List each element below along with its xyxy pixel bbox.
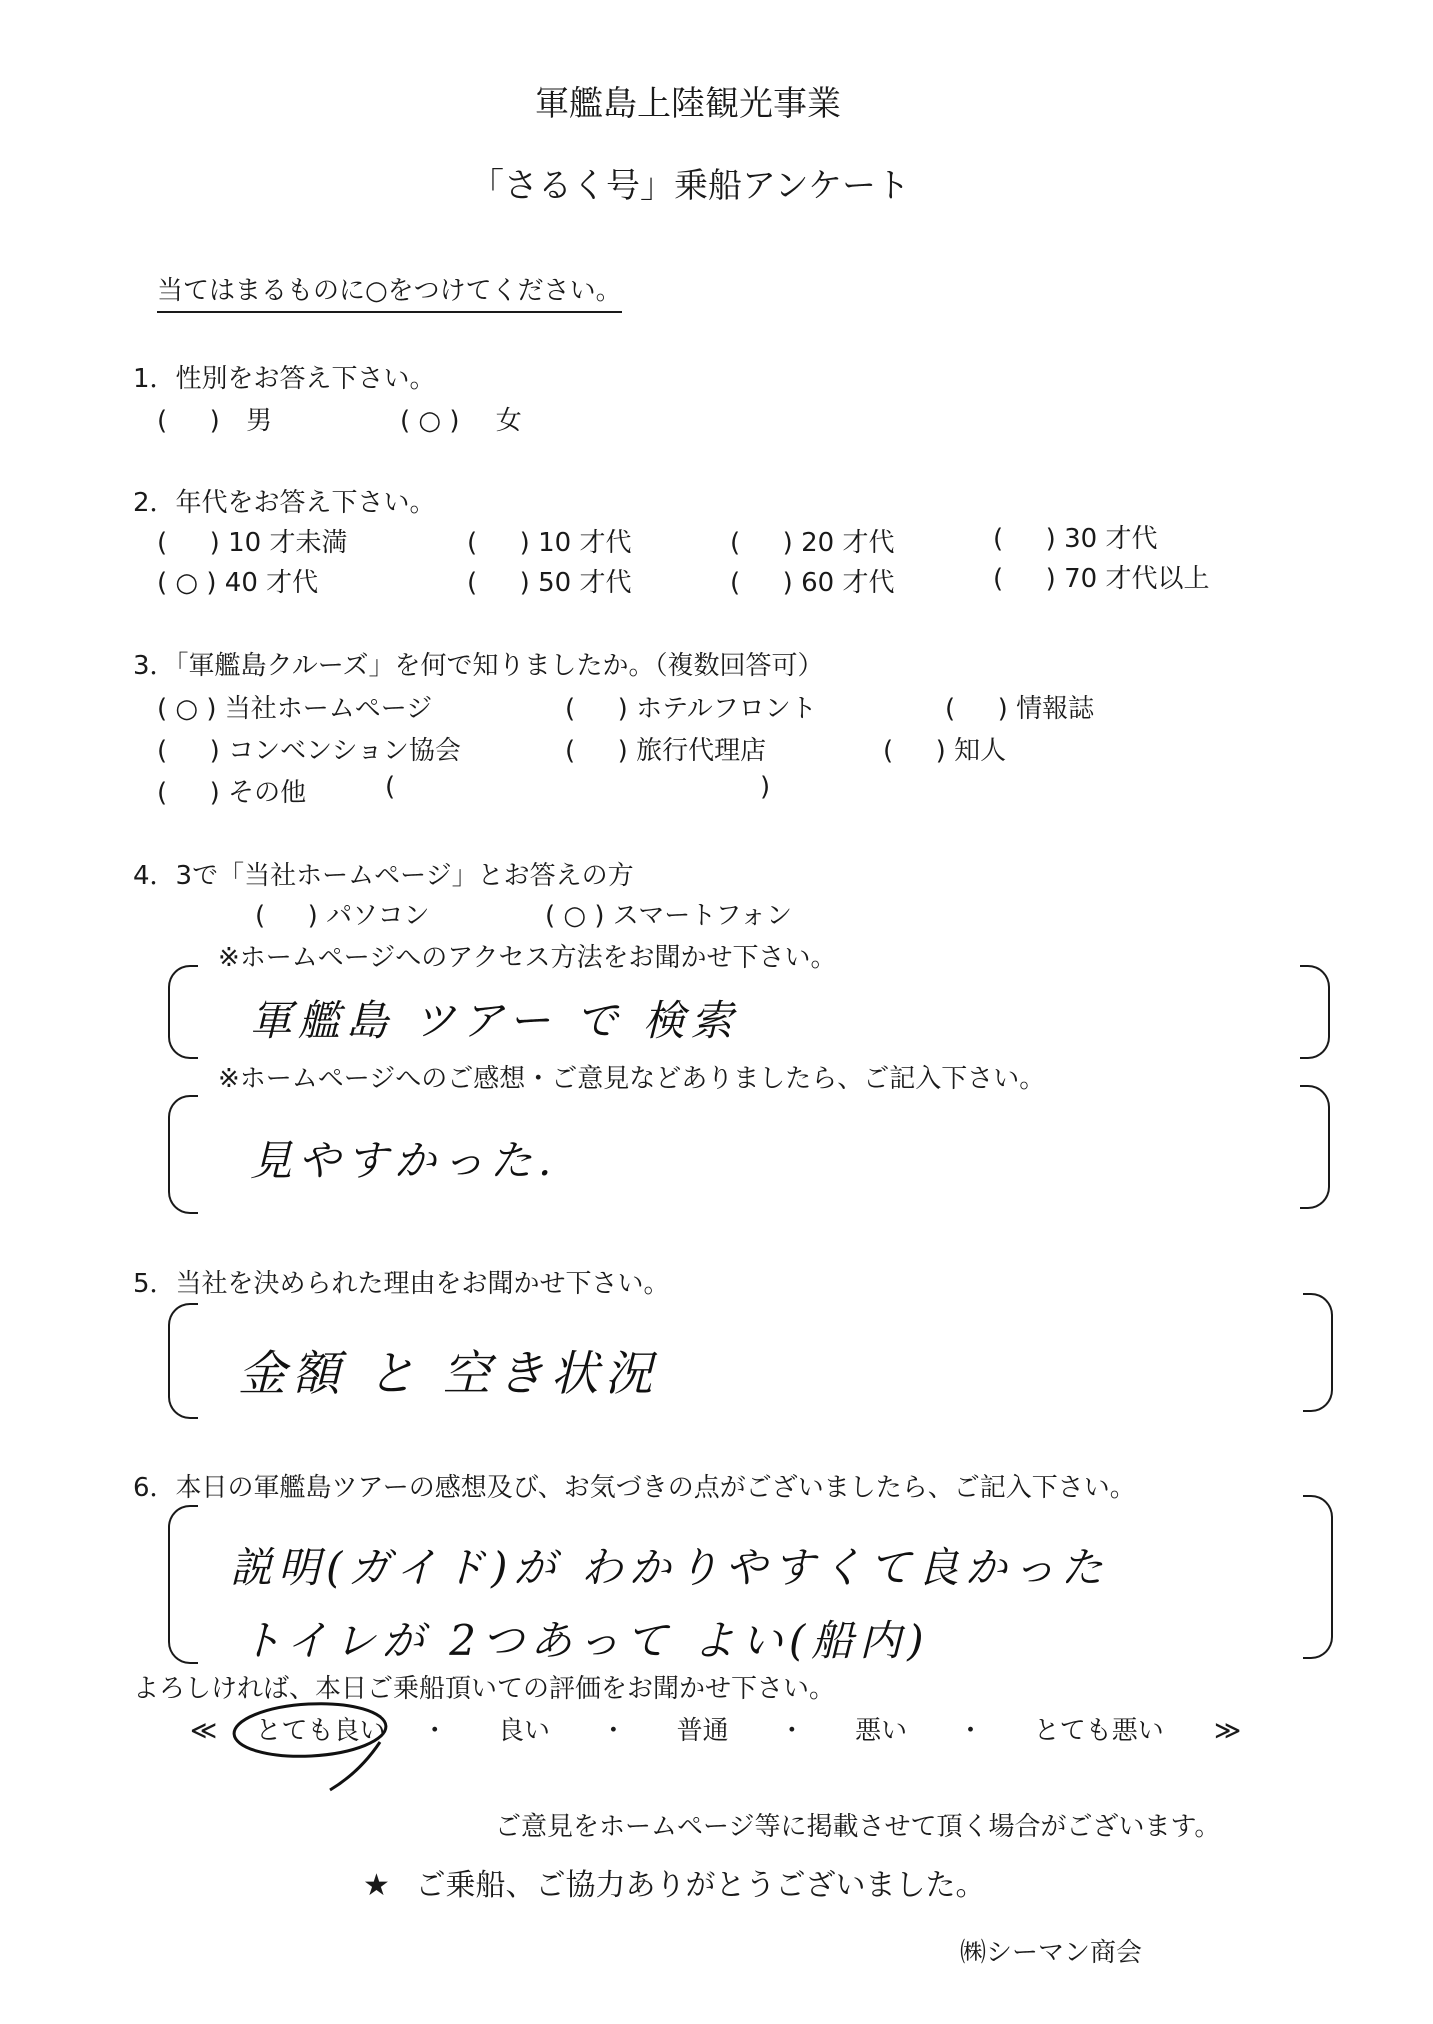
q3-option-acquaintance[interactable] [883, 730, 1006, 767]
q3-homepage-label: 当社ホームページ [224, 694, 433, 724]
q4-smartphone-mark: ( ○ ) [545, 901, 605, 931]
q6-answer-line1[interactable]: 説明(ガイド)が わかりやすくて良かった [230, 1543, 1109, 1592]
q4-answer1-bracket-right [1300, 965, 1330, 1059]
q2-option-10s[interactable] [467, 522, 631, 559]
q2-40s-label: 40 才代 [224, 568, 319, 598]
q2-50s-mark: ( ) [467, 568, 530, 598]
q3-option-magazine[interactable] [945, 688, 1094, 725]
q2-under10-label: 10 才未満 [228, 528, 348, 558]
q2-option-60s[interactable] [730, 562, 894, 599]
q2-option-20s[interactable] [730, 522, 894, 559]
q3-hotel-label: ホテルフロント [636, 694, 817, 724]
q1-option-female-mark: ( ○ ) [400, 406, 460, 436]
q5-answer-bracket-right [1303, 1293, 1333, 1412]
q4-answer2-bracket-left [168, 1095, 198, 1214]
star-icon: ★ [363, 1868, 390, 1903]
q3-convention-label: コンベンション協会 [228, 736, 461, 766]
q3-magazine-label: 情報誌 [1016, 694, 1095, 724]
rating-option-very-good[interactable]: とても良い [255, 1716, 386, 1746]
q3-convention-mark: ( ) [157, 736, 220, 766]
q4-answer1-bracket-left [168, 965, 198, 1059]
q2-option-30s[interactable] [993, 518, 1157, 555]
q4-answer2-bracket-right [1300, 1085, 1330, 1209]
q4-answer1-handwriting[interactable]: 軍艦島 ツアー で 検索 [250, 996, 739, 1045]
q6-answer-line2[interactable]: トイレが 2つあって よい(船内) [240, 1616, 930, 1665]
thanks-text: ご乗船、ご協力ありがとうございました。 [415, 1868, 986, 1903]
q3-option-travel-agency[interactable] [565, 730, 766, 767]
q3-hotel-mark: ( ) [565, 694, 628, 724]
q2-option-70s-plus[interactable] [993, 558, 1209, 595]
q4-note-impression: ※ホームページへのご感想・ご意見などありましたら、ご記入下さい。 [218, 1064, 1046, 1094]
company-name: ㈱シーマン商会 [960, 1938, 1143, 1968]
q3-option-homepage[interactable] [157, 688, 432, 725]
q3-agency-mark: ( ) [565, 736, 628, 766]
q4-smartphone-label: スマートフォン [612, 901, 793, 931]
q2-20s-mark: ( ) [730, 528, 793, 558]
q2-70s-label: 70 才代以上 [1064, 564, 1210, 594]
rating-close-bracket: ≫ [1214, 1716, 1242, 1746]
q3-other-label: その他 [228, 778, 307, 808]
q2-60s-label: 60 才代 [801, 568, 895, 598]
rating-separator: ・ [957, 1716, 984, 1746]
rating-option-bad[interactable]: 悪い [855, 1716, 908, 1746]
q6-answer-bracket-right [1303, 1495, 1333, 1659]
q1-option-male[interactable] [157, 400, 272, 437]
q5-answer-bracket-left [168, 1303, 198, 1419]
q1-option-male-label: 男 [246, 406, 273, 436]
q4-answer2-handwriting[interactable]: 見やすかった. [250, 1136, 558, 1185]
thanks-line [363, 1860, 985, 1904]
q3-acquaintance-mark: ( ) [883, 736, 946, 766]
q3-acquaintance-label: 知人 [954, 736, 1007, 766]
rating-option-good[interactable]: 良い [498, 1716, 551, 1746]
q3-option-other[interactable] [157, 772, 306, 809]
q2-under10-mark: ( ) [157, 528, 220, 558]
q4-pc-label: パソコン [326, 901, 430, 931]
q3-option-convention[interactable] [157, 730, 461, 767]
q2-question: 2．年代をお答え下さい。 [133, 488, 436, 518]
q2-70s-mark: ( ) [993, 564, 1056, 594]
q2-50s-label: 50 才代 [538, 568, 632, 598]
q3-magazine-mark: ( ) [945, 694, 1008, 724]
q3-homepage-mark: ( ○ ) [157, 694, 217, 724]
q5-answer-handwriting[interactable]: 金額 と 空き状況 [238, 1346, 659, 1402]
q3-other-open-paren: ( [385, 772, 396, 802]
q2-40s-mark: ( ○ ) [157, 568, 217, 598]
q2-10s-label: 10 才代 [538, 528, 632, 558]
q4-question: 4．3で「当社ホームページ」とお答えの方 [133, 861, 634, 891]
q2-30s-label: 30 才代 [1064, 524, 1158, 554]
rating-separator: ・ [778, 1716, 805, 1746]
rating-open-bracket: ≪ [190, 1716, 218, 1746]
q1-question: 1．性別をお答え下さい。 [133, 364, 436, 394]
rating-option-normal[interactable]: 普通 [676, 1716, 729, 1746]
q4-note-access: ※ホームページへのアクセス方法をお聞かせ下さい。 [218, 943, 837, 973]
document-title: 軍艦島上陸観光事業 [535, 84, 841, 124]
q2-option-under10[interactable] [157, 522, 347, 559]
q2-60s-mark: ( ) [730, 568, 793, 598]
q3-agency-label: 旅行代理店 [636, 736, 767, 766]
q6-question: 6．本日の軍艦島ツアーの感想及び、お気づきの点がございましたら、ご記入下さい。 [133, 1473, 1136, 1503]
q2-option-50s[interactable] [467, 562, 631, 599]
q2-option-40s[interactable] [157, 562, 318, 599]
q3-other-close-paren: ) [760, 772, 771, 802]
rating-selected-circle [230, 1692, 430, 1802]
q3-other-mark: ( ) [157, 778, 220, 808]
q4-option-smartphone[interactable] [545, 895, 792, 932]
q1-option-male-mark: ( ) [157, 406, 220, 436]
q2-10s-mark: ( ) [467, 528, 530, 558]
q1-option-female-label: 女 [495, 406, 522, 436]
q4-pc-mark: ( ) [255, 901, 318, 931]
publication-notice: ご意見をホームページ等に掲載させて頂く場合がございます。 [495, 1812, 1221, 1842]
instruction-text: 当てはまるものに○をつけてください。 [157, 270, 622, 313]
q2-20s-label: 20 才代 [801, 528, 895, 558]
document-subtitle: 「さるく号」乗船アンケート [470, 166, 910, 206]
q1-option-female[interactable] [400, 400, 522, 437]
q3-option-hotel-front[interactable] [565, 688, 817, 725]
q4-option-pc[interactable] [255, 895, 430, 932]
q2-30s-mark: ( ) [993, 524, 1056, 554]
q3-question: 3．「軍艦島クルーズ」を何で知りましたか。（複数回答可） [133, 651, 824, 681]
q6-answer-bracket-left [168, 1505, 198, 1664]
rating-prompt: よろしければ、本日ご乗船頂いての評価をお聞かせ下さい。 [133, 1674, 836, 1704]
rating-option-very-bad[interactable]: とても悪い [1033, 1716, 1164, 1746]
q5-question: 5．当社を決められた理由をお聞かせ下さい。 [133, 1269, 670, 1299]
rating-separator: ・ [421, 1716, 448, 1746]
rating-separator: ・ [600, 1716, 627, 1746]
